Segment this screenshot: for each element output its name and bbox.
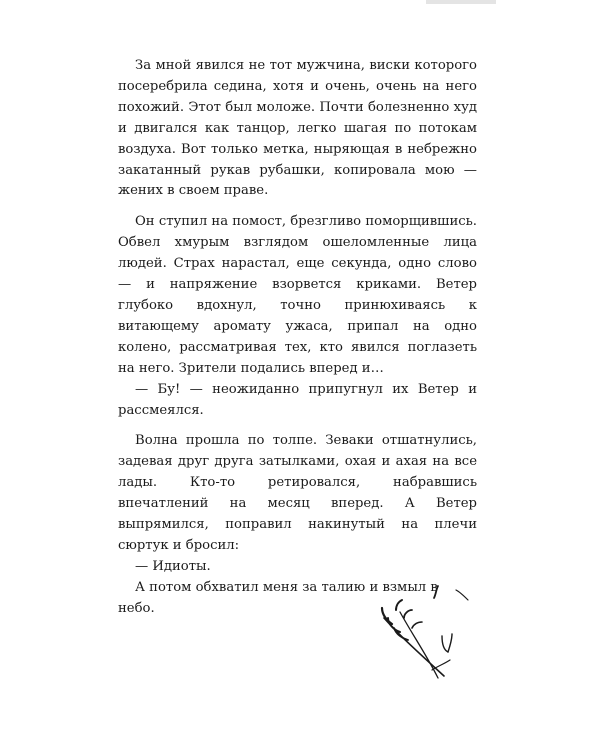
scan-edge-mark — [426, 0, 496, 4]
paragraph: За мной явился не тот мужчина, виски которого посеребрила седина, хотя и очень, очень на него похожий. Этот был моложе. Почти болезненно худ и двигался как танцор, легко шагая по потокам воздуха. Вот только метка, ныряющая в небрежно закатанный рукав рубашки, копировала мою — жених в своем праве. — [118, 58, 477, 199]
paragraph: А потом обхватил меня за талию и взмыл в небо. — [118, 579, 438, 616]
story-text — [118, 56, 477, 620]
paragraph: — Идиоты. — [135, 558, 211, 574]
paragraph: Он ступил на помост, брезгливо поморщившись. Обвел хмурым взглядом ошеломленные лица людей. Страх нарастал, еще секунда, одно слово — и напряжение взорвется криками. Ветер глубоко вдохнул, точно принюхиваясь к витающему аромату ужаса, припал на одно колено, рассматривая тех, кто явился поглазеть на него. Зрители подались вперед и… — [118, 214, 477, 376]
feather-sprig-icon — [372, 584, 476, 682]
paragraph: Волна прошла по толпе. Зеваки отшатнулись, задевая друг друга затылками, охая и ахая на все лады. Кто-то ретировался, набравшись впечатлений на месяц вперед. А Ветер выпрямился, поправил накинутый на плечи сюртук и бросил: — [118, 433, 477, 553]
paragraph: — Бу! — неожиданно припугнул их Ветер и рассмеялся. — [118, 381, 477, 418]
